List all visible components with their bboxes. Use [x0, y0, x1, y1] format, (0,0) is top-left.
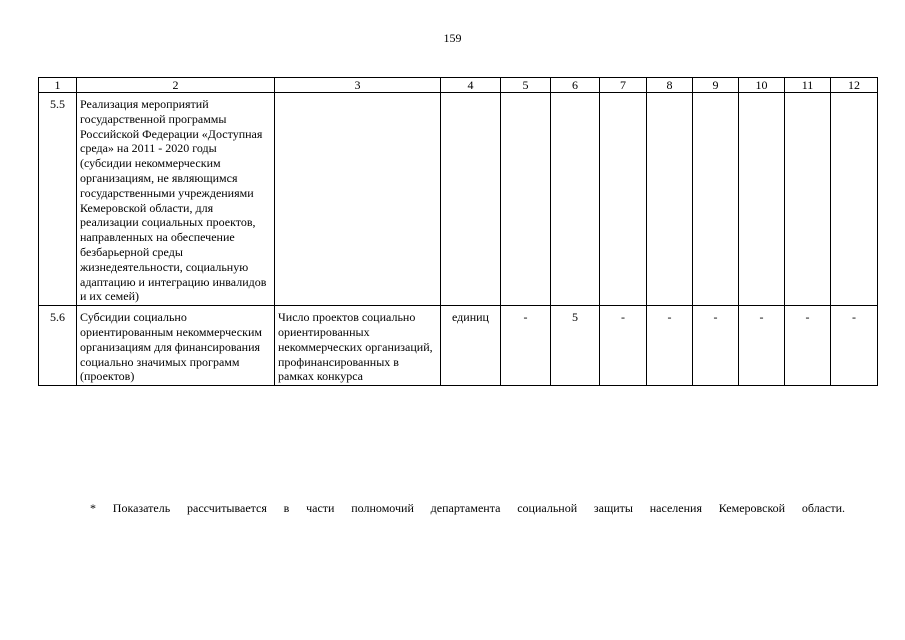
table-header-row	[39, 78, 878, 93]
value-cell	[693, 93, 739, 306]
value-cell: -	[501, 306, 551, 386]
header-cell: 1	[39, 78, 77, 93]
unit-cell: единиц	[441, 306, 501, 386]
row-number-cell: 5.6	[39, 306, 77, 386]
header-cell: 7	[600, 78, 647, 93]
header-cell: 9	[693, 78, 739, 93]
footnote: * Показатель рассчитывается в части полномочий департамента социальной защиты населения Кемеровской области.	[90, 501, 845, 515]
value-cell: 5	[551, 306, 600, 386]
header-cell: 4	[441, 78, 501, 93]
value-cell: -	[647, 306, 693, 386]
value-cell: -	[600, 306, 647, 386]
header-cell: 6	[551, 78, 600, 93]
unit-cell	[441, 93, 501, 306]
table-row	[39, 306, 878, 386]
value-cell	[739, 93, 785, 306]
table-row	[39, 93, 878, 306]
value-cell: -	[739, 306, 785, 386]
indicators-table	[38, 77, 878, 386]
value-cell	[501, 93, 551, 306]
header-cell: 10	[739, 78, 785, 93]
value-cell	[785, 93, 831, 306]
page-number: 159	[443, 31, 462, 45]
value-cell	[647, 93, 693, 306]
indicator-cell: Число проектов социально ориентированных некоммерческих организаций, профинансированных в рамках конкурса	[275, 306, 441, 386]
header-cell: 11	[785, 78, 831, 93]
header-cell: 8	[647, 78, 693, 93]
row-number-cell: 5.5	[39, 93, 77, 306]
value-cell: -	[785, 306, 831, 386]
header-cell: 3	[275, 78, 441, 93]
header-cell: 2	[77, 78, 275, 93]
activity-name-cell: Субсидии социально ориентированным некоммерческим организациям для финансирования социально значимых программ (проектов)	[77, 306, 275, 386]
value-cell	[831, 93, 878, 306]
header-cell: 5	[501, 78, 551, 93]
value-cell	[600, 93, 647, 306]
header-cell: 12	[831, 78, 878, 93]
value-cell: -	[693, 306, 739, 386]
activity-name-cell: Реализация мероприятий государственной программы Российской Федерации «Доступная среда» на 2011 - 2020 годы (субсидии некоммерческим организациям, не являющимся государственными учреждениями Кемеровской области, для реализации социальных проектов, направленных на обеспечение безбарьерной среды жизнедеятельности, социальную адаптацию и интеграцию инвалидов и их семей)	[77, 93, 275, 306]
value-cell: -	[831, 306, 878, 386]
indicator-cell	[275, 93, 441, 306]
value-cell	[551, 93, 600, 306]
